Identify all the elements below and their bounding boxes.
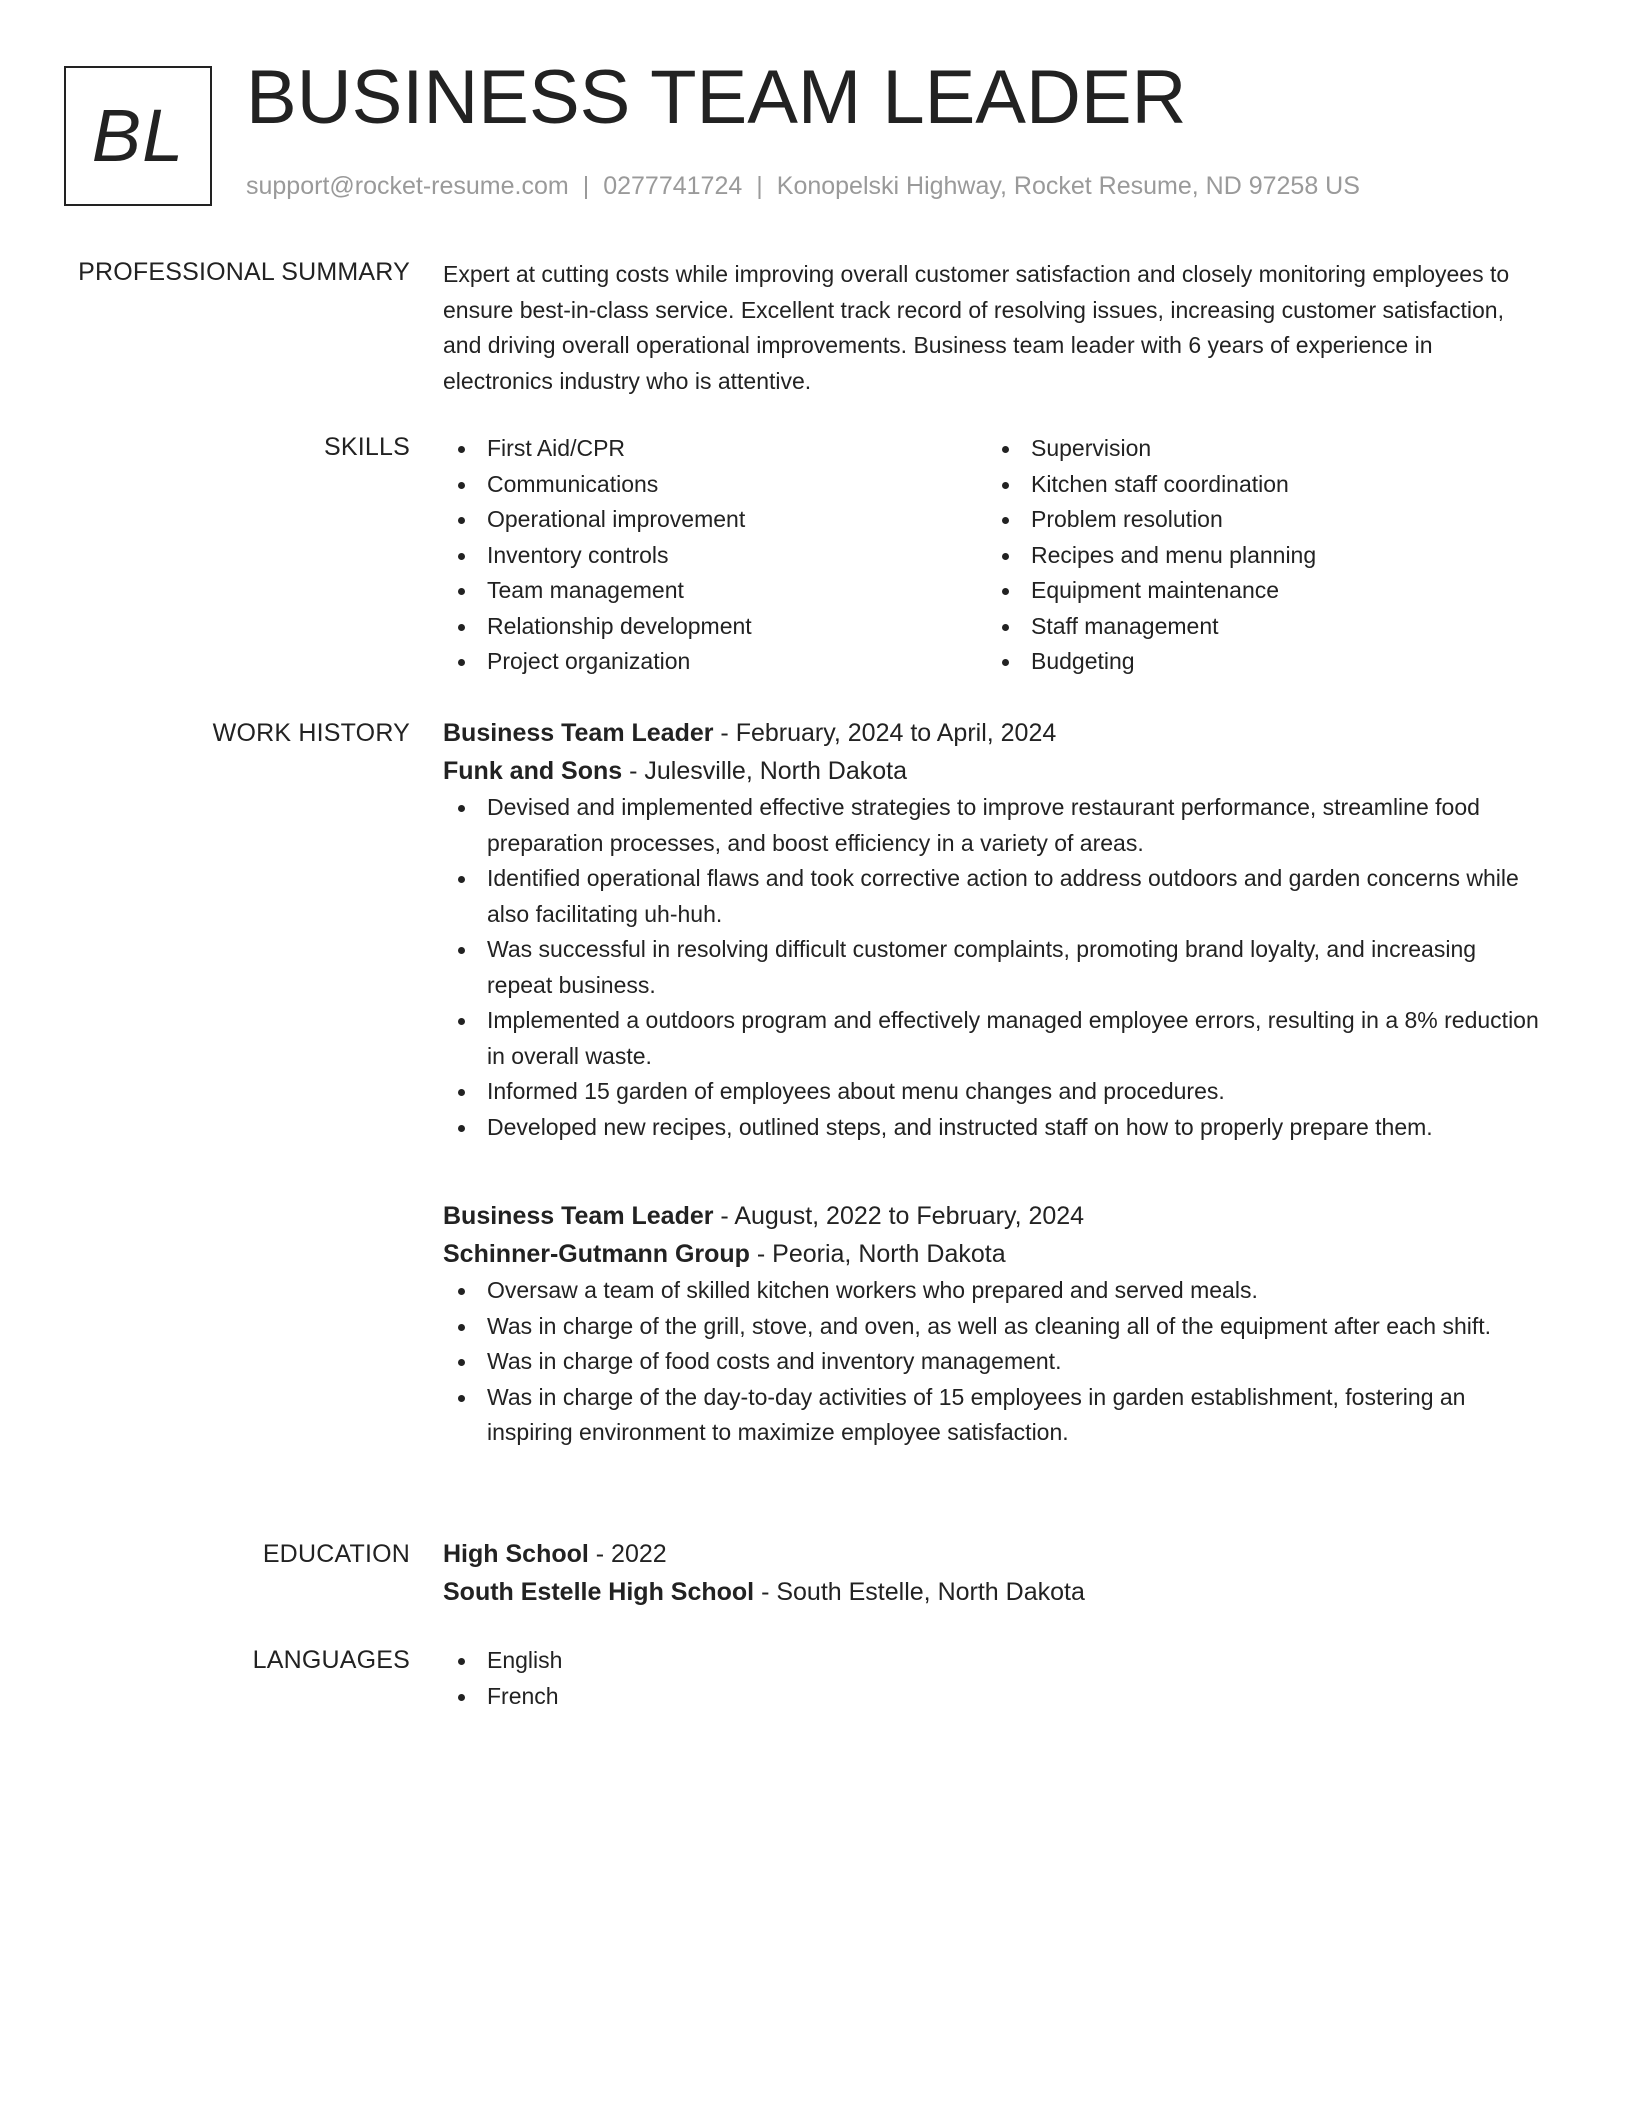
- skill-item: First Aid/CPR: [443, 431, 987, 467]
- skill-item: Communications: [443, 467, 987, 503]
- contact-email: support@rocket-resume.com: [246, 172, 569, 200]
- contact-separator: |: [582, 172, 590, 200]
- job-company-line: [443, 752, 1543, 790]
- skill-item: Team management: [443, 573, 987, 609]
- language-item: French: [443, 1679, 1543, 1715]
- skill-item: Budgeting: [987, 644, 1531, 680]
- job-title: Business Team Leader: [443, 1202, 714, 1230]
- monogram-initials: BL: [91, 94, 185, 177]
- work-history-heading: WORK HISTORY: [212, 719, 410, 747]
- education-school-line: [443, 1573, 1543, 1611]
- contact-line: [246, 172, 1360, 201]
- job-dates: - August, 2022 to February, 2024: [713, 1202, 1085, 1230]
- monogram-box: [64, 66, 212, 206]
- candidate-name: BUSINESS TEAM LEADER: [246, 55, 1187, 140]
- skill-item: Recipes and menu planning: [987, 538, 1531, 574]
- education-year: - 2022: [588, 1540, 667, 1568]
- job-location: - Julesville, North Dakota: [622, 757, 908, 785]
- job-bullet: Was successful in resolving difficult customer complaints, promoting brand loyalty, and increasing repeat business.: [443, 932, 1543, 1003]
- skills-heading: SKILLS: [324, 433, 410, 461]
- job-bullet: Implemented a outdoors program and effectively managed employee errors, resulting in a 8% reduction in overall waste.: [443, 1003, 1543, 1074]
- skill-item: Supervision: [987, 431, 1531, 467]
- education-heading: EDUCATION: [262, 1540, 410, 1568]
- education-location: - South Estelle, North Dakota: [754, 1578, 1085, 1606]
- languages-section: [443, 1643, 1543, 1714]
- job-company-line: [443, 1235, 1543, 1273]
- job-entry: [443, 1197, 1543, 1451]
- summary-section: [443, 257, 1543, 399]
- job-bullet: Oversaw a team of skilled kitchen workers who prepared and served meals.: [443, 1273, 1543, 1309]
- contact-phone: 0277741724: [603, 172, 743, 200]
- job-bullet: Identified operational flaws and took corrective action to address outdoors and garden concerns while also facilitating uh-huh.: [443, 861, 1543, 932]
- education-degree-line: [443, 1535, 1543, 1573]
- language-item: English: [443, 1643, 1543, 1679]
- job-bullet-list: [443, 790, 1543, 1145]
- languages-heading: LANGUAGES: [252, 1646, 410, 1674]
- contact-address: Konopelski Highway, Rocket Resume, ND 97258 US: [776, 172, 1360, 200]
- job-company: Schinner-Gutmann Group: [443, 1240, 750, 1268]
- job-title-line: [443, 1197, 1543, 1235]
- education-section: [443, 1535, 1543, 1611]
- job-bullet: Developed new recipes, outlined steps, and instructed staff on how to properly prepare them.: [443, 1110, 1543, 1146]
- job-bullet: Informed 15 garden of employees about menu changes and procedures.: [443, 1074, 1543, 1110]
- job-location: - Peoria, North Dakota: [749, 1240, 1006, 1268]
- contact-separator: |: [756, 172, 763, 200]
- summary-heading: PROFESSIONAL SUMMARY: [78, 258, 410, 286]
- skill-item: Relationship development: [443, 609, 987, 645]
- skill-item: Equipment maintenance: [987, 573, 1531, 609]
- job-title: Business Team Leader: [443, 719, 714, 747]
- skill-item: Operational improvement: [443, 502, 987, 538]
- education-degree: High School: [443, 1540, 589, 1568]
- job-company: Funk and Sons: [443, 757, 623, 785]
- skill-item: Problem resolution: [987, 502, 1531, 538]
- skill-item: Project organization: [443, 644, 987, 680]
- skills-grid: [443, 431, 1543, 680]
- skills-list-left: [443, 431, 987, 680]
- job-entry: [443, 714, 1543, 1145]
- job-bullet: Was in charge of the grill, stove, and oven, as well as cleaning all of the equipment after each shift.: [443, 1309, 1543, 1345]
- languages-list: [443, 1643, 1543, 1714]
- job-bullet: Devised and implemented effective strategies to improve restaurant performance, streamline food preparation processes, and boost efficiency in a variety of areas.: [443, 790, 1543, 861]
- skills-list-right: [987, 431, 1531, 680]
- job-bullet: Was in charge of the day-to-day activities of 15 employees in garden establishment, fostering an inspiring environment to maximize employee satisfaction.: [443, 1380, 1543, 1451]
- job-dates: - February, 2024 to April, 2024: [713, 719, 1057, 747]
- skills-section: [443, 431, 1543, 680]
- job-title-line: [443, 714, 1543, 752]
- skill-item: Inventory controls: [443, 538, 987, 574]
- skill-item: Kitchen staff coordination: [987, 467, 1531, 503]
- skill-item: Staff management: [987, 609, 1531, 645]
- job-bullet-list: [443, 1273, 1543, 1451]
- summary-text: Expert at cutting costs while improving overall customer satisfaction and closely monitoring employees to ensure best-in-class service. Excellent track record of resolving issues, increasing customer satisfaction, and driving overall operational improvements. Business team leader with 6 years of experience in electronics industry who is attentive.: [443, 261, 1510, 394]
- job-bullet: Was in charge of food costs and inventory management.: [443, 1344, 1543, 1380]
- education-school: South Estelle High School: [443, 1578, 755, 1606]
